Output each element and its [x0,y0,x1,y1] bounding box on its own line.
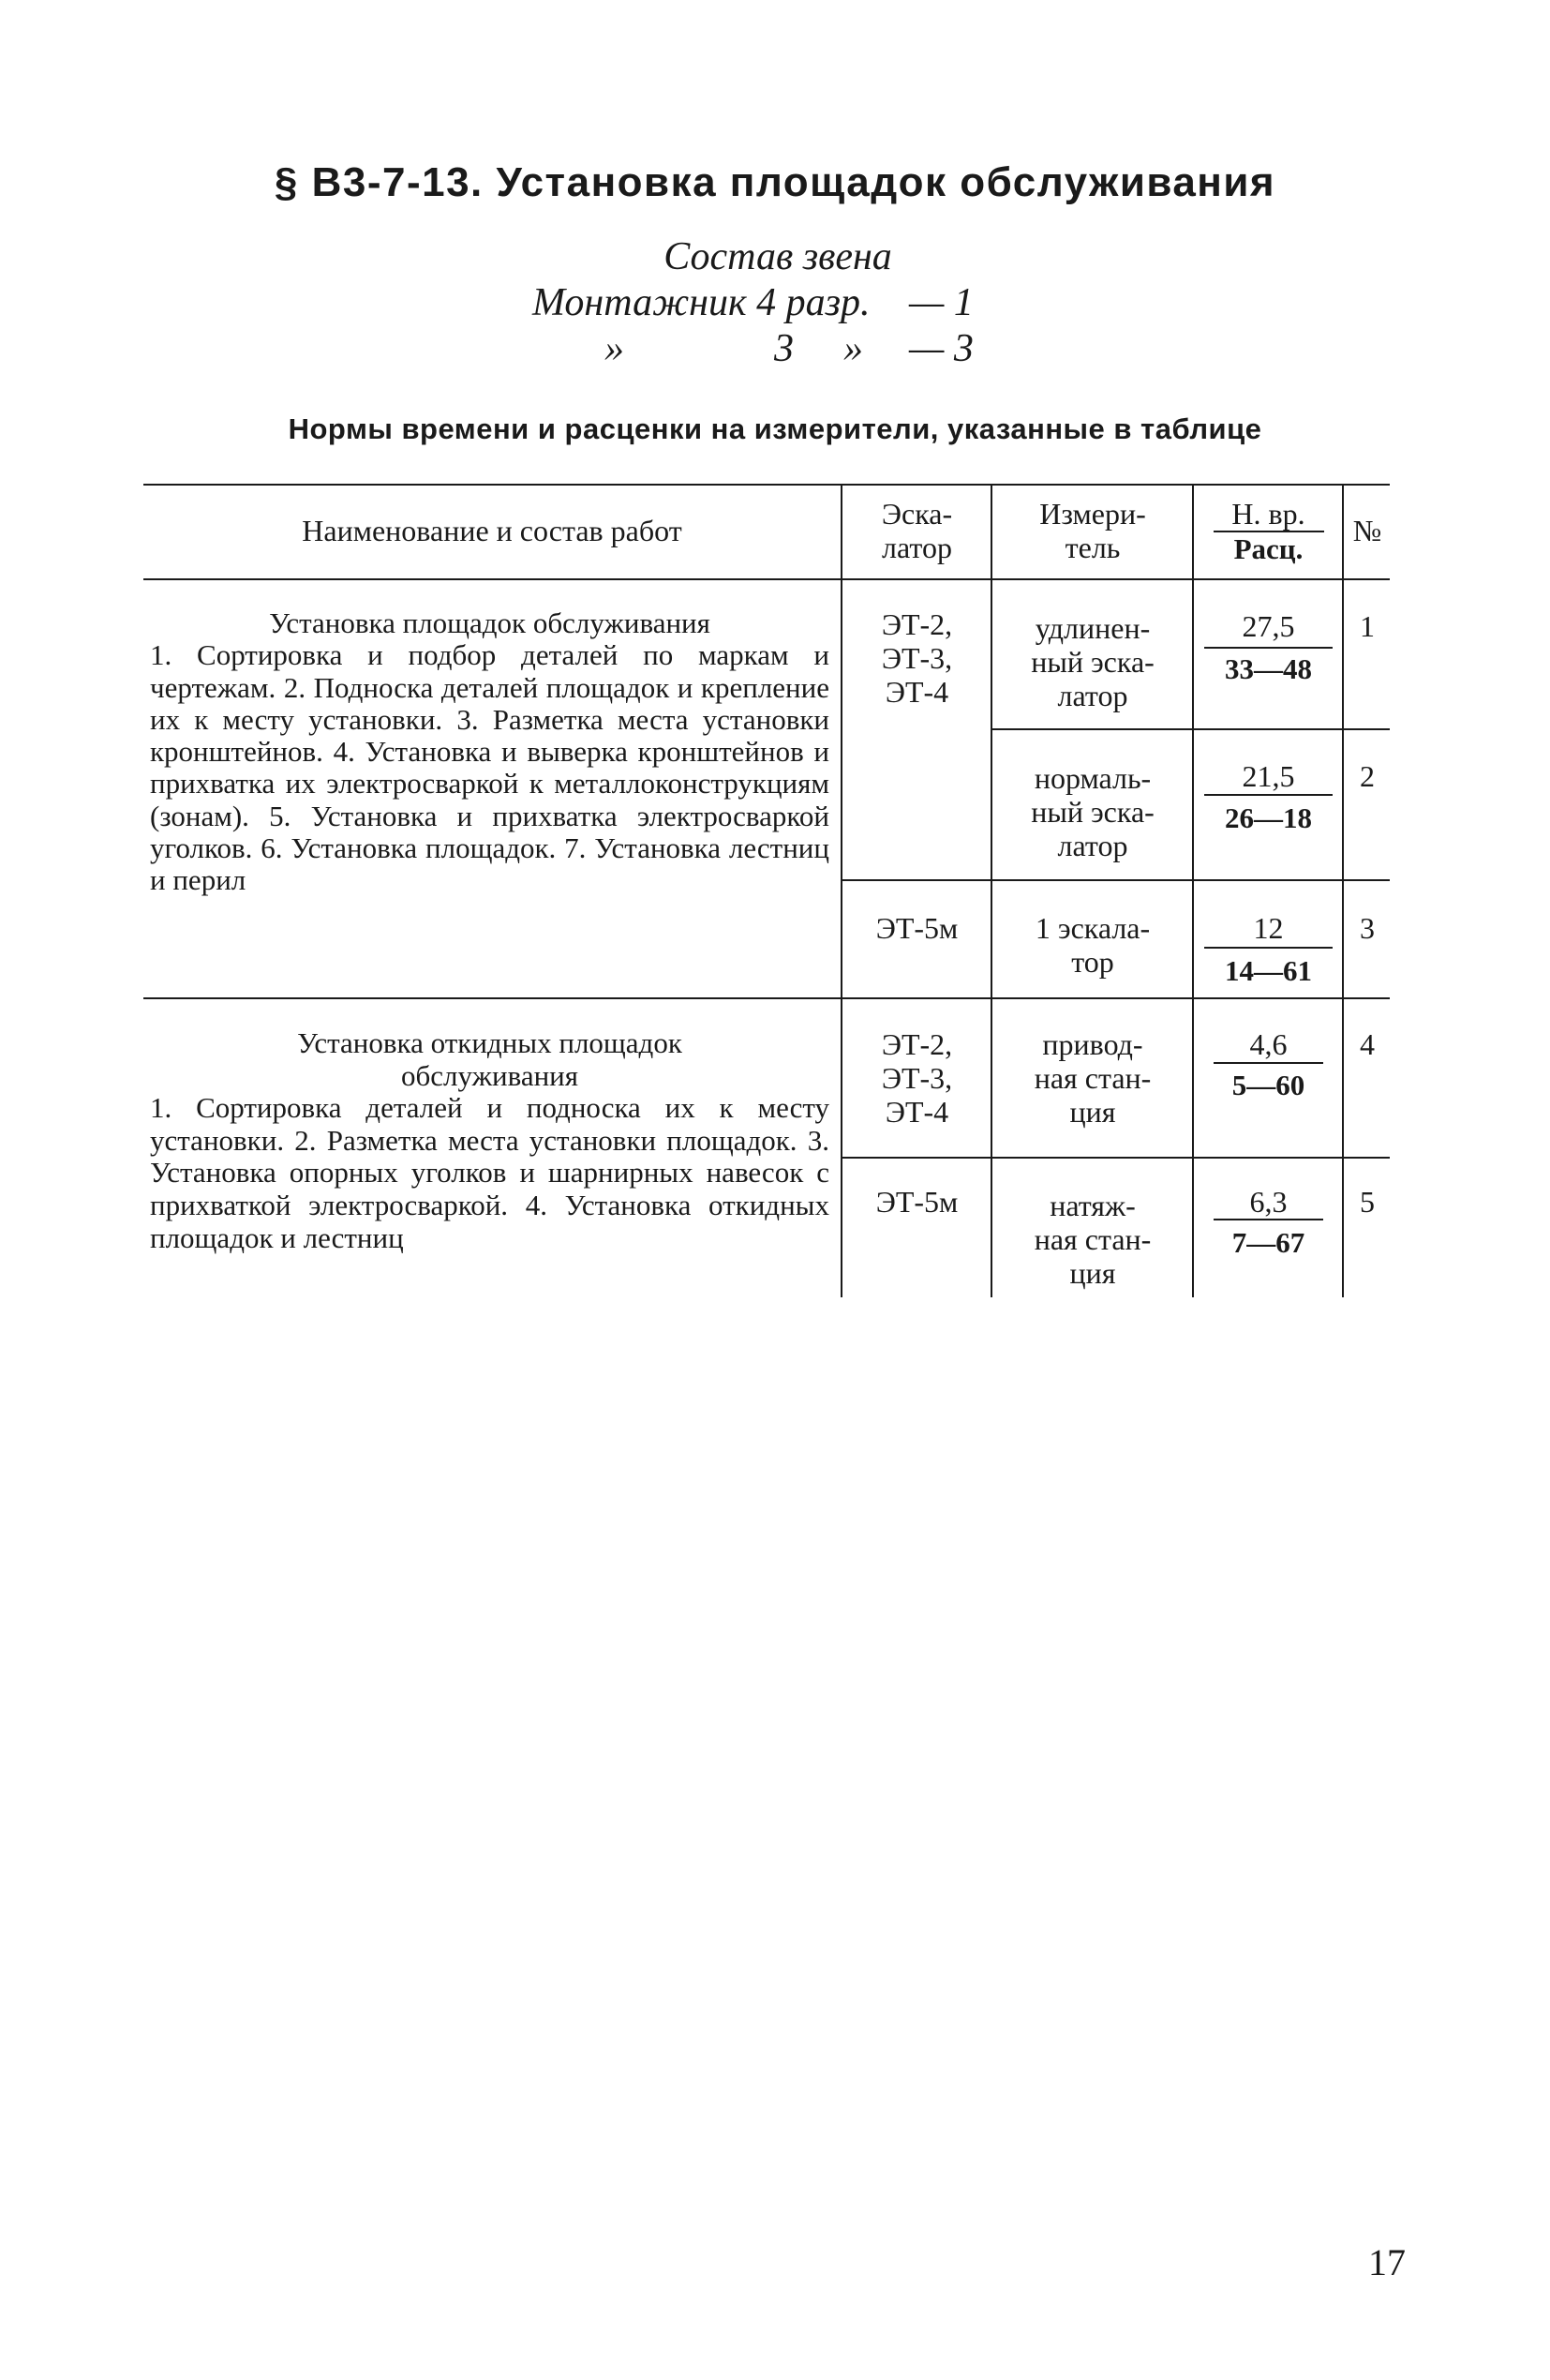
escalator-type: ЭТ-3, [881,641,953,675]
measure-line: ция [1069,1256,1116,1290]
measure-line: ный эска- [1031,645,1155,679]
escalator-cell [843,1185,991,1219]
crew-row-2 [469,326,1087,372]
work-title: Установка площадок обслуживания [269,606,710,639]
header-number: № [1352,514,1382,547]
page-number: 17 [1368,2241,1406,2283]
measure-line: нормаль- [1034,761,1152,795]
measure-line: 1 эскала- [1035,911,1151,945]
measure-line: удлинен- [1035,611,1151,645]
work-description-group-1 [150,607,829,897]
header-escalator-line-1: Эска- [881,497,953,531]
header-work: Наименование и состав работ [302,514,682,547]
ditto-mark-close: » [843,327,863,370]
row-number: 5 [1360,1185,1375,1219]
time-norm: 21,5 [1242,759,1295,793]
measure-line: натяж- [1050,1189,1136,1222]
column-divider [1192,484,1194,1297]
fraction-bar [1204,794,1333,796]
ditto-mark-open: » [604,327,624,370]
column-divider [1342,484,1344,1297]
work-text: 1. Сортировка и подбор деталей по маркам и чертежам. 2. Подноска деталей площадок и крепление их к месту установки. 3. Разметка места установки кронштейнов. 4. Установка и выверка кронштейнов и прихватка их электросваркой к металлоконструкциям (зонам). 5. Установка и прихватка электросваркой уголков. 6. Установка площадок. 7. Установка лестниц и перил [150,638,829,897]
measure-line: ция [1069,1095,1116,1129]
header-measure-line-1: Измери- [1039,497,1146,531]
row-divider [842,879,1390,881]
work-text: 1. Сортировка деталей и подноска их к месту установки. 2. Разметка места установки площадок. 3. Установка опорных уголков и шарнирных навесок с прихваткой электросваркой. 4. Установка откидных площадок и лестниц [150,1091,829,1254]
crew-composition [469,234,1087,372]
measure-line: латор [1057,679,1128,712]
time-norm: 27,5 [1242,609,1295,643]
group-divider [143,997,1390,999]
work-title: Установка откидных площадок обслуживания [297,1026,682,1092]
escalator-type: ЭТ-5м [875,1185,959,1219]
section-title: § В3-7-13. Установка площадок обслуживания [274,159,1276,205]
measure-cell [993,1189,1192,1290]
escalator-type: ЭТ-4 [885,675,949,709]
price: 14—61 [1225,954,1312,987]
time-norm: 6,3 [1249,1185,1288,1219]
crew-role: Монтажник 4 разр. [532,281,871,324]
header-price: Расц. [1233,532,1304,565]
escalator-type: ЭТ-5м [875,911,959,945]
crew-heading-row [469,234,1087,280]
fraction-bar [1214,1219,1323,1220]
escalator-type: ЭТ-3, [881,1061,953,1095]
row-divider [991,728,1390,730]
escalator-cell [843,911,991,945]
crew-count-2: — 3 [909,327,974,370]
measure-cell [993,1027,1192,1129]
measure-line: привод- [1042,1027,1143,1061]
price: 7—67 [1231,1226,1305,1259]
header-escalator [843,497,991,564]
measure-line: ная стан- [1034,1061,1152,1095]
escalator-cell [843,607,991,709]
escalator-cell [843,1027,991,1129]
header-escalator-line-2: латор [882,531,952,564]
fraction-bar [1204,947,1333,949]
price: 33—48 [1225,652,1312,685]
measure-line: тор [1071,945,1114,979]
price: 26—18 [1225,801,1312,834]
column-divider [841,484,842,1297]
escalator-type: ЭТ-2, [881,607,953,641]
header-time-norm: Н. вр. [1231,497,1305,531]
header-measure-line-2: тель [1065,531,1121,564]
escalator-type: ЭТ-4 [885,1095,949,1129]
fraction-bar [1214,1062,1323,1064]
crew-row-1 [469,280,1087,326]
measure-line: ный эска- [1031,795,1155,829]
crew-heading: Состав звена [663,235,892,278]
time-norm: 4,6 [1249,1027,1288,1061]
row-number: 3 [1360,911,1375,945]
table-caption: Нормы времени и расценки на измерители, указанные в таблице [288,412,1262,445]
row-number: 2 [1360,759,1375,793]
measure-cell [993,761,1192,862]
row-number: 4 [1360,1027,1375,1061]
column-divider [991,484,992,1297]
fraction-bar [1204,647,1333,649]
measure-line: латор [1057,829,1128,862]
header-bottom-rule [143,578,1390,580]
header-measure [993,497,1192,564]
measure-cell [993,611,1192,712]
escalator-type: ЭТ-2, [881,1027,953,1061]
work-description-group-2 [150,1027,829,1254]
row-divider [842,1157,1390,1159]
crew-count-1: — 1 [909,281,974,324]
measure-cell [993,911,1192,979]
time-norm: 12 [1253,911,1284,945]
price: 5—60 [1231,1069,1305,1101]
crew-grade-2: 3 [774,327,794,370]
measure-line: ная стан- [1034,1222,1152,1256]
row-number: 1 [1360,609,1375,643]
table-top-rule [143,484,1390,486]
